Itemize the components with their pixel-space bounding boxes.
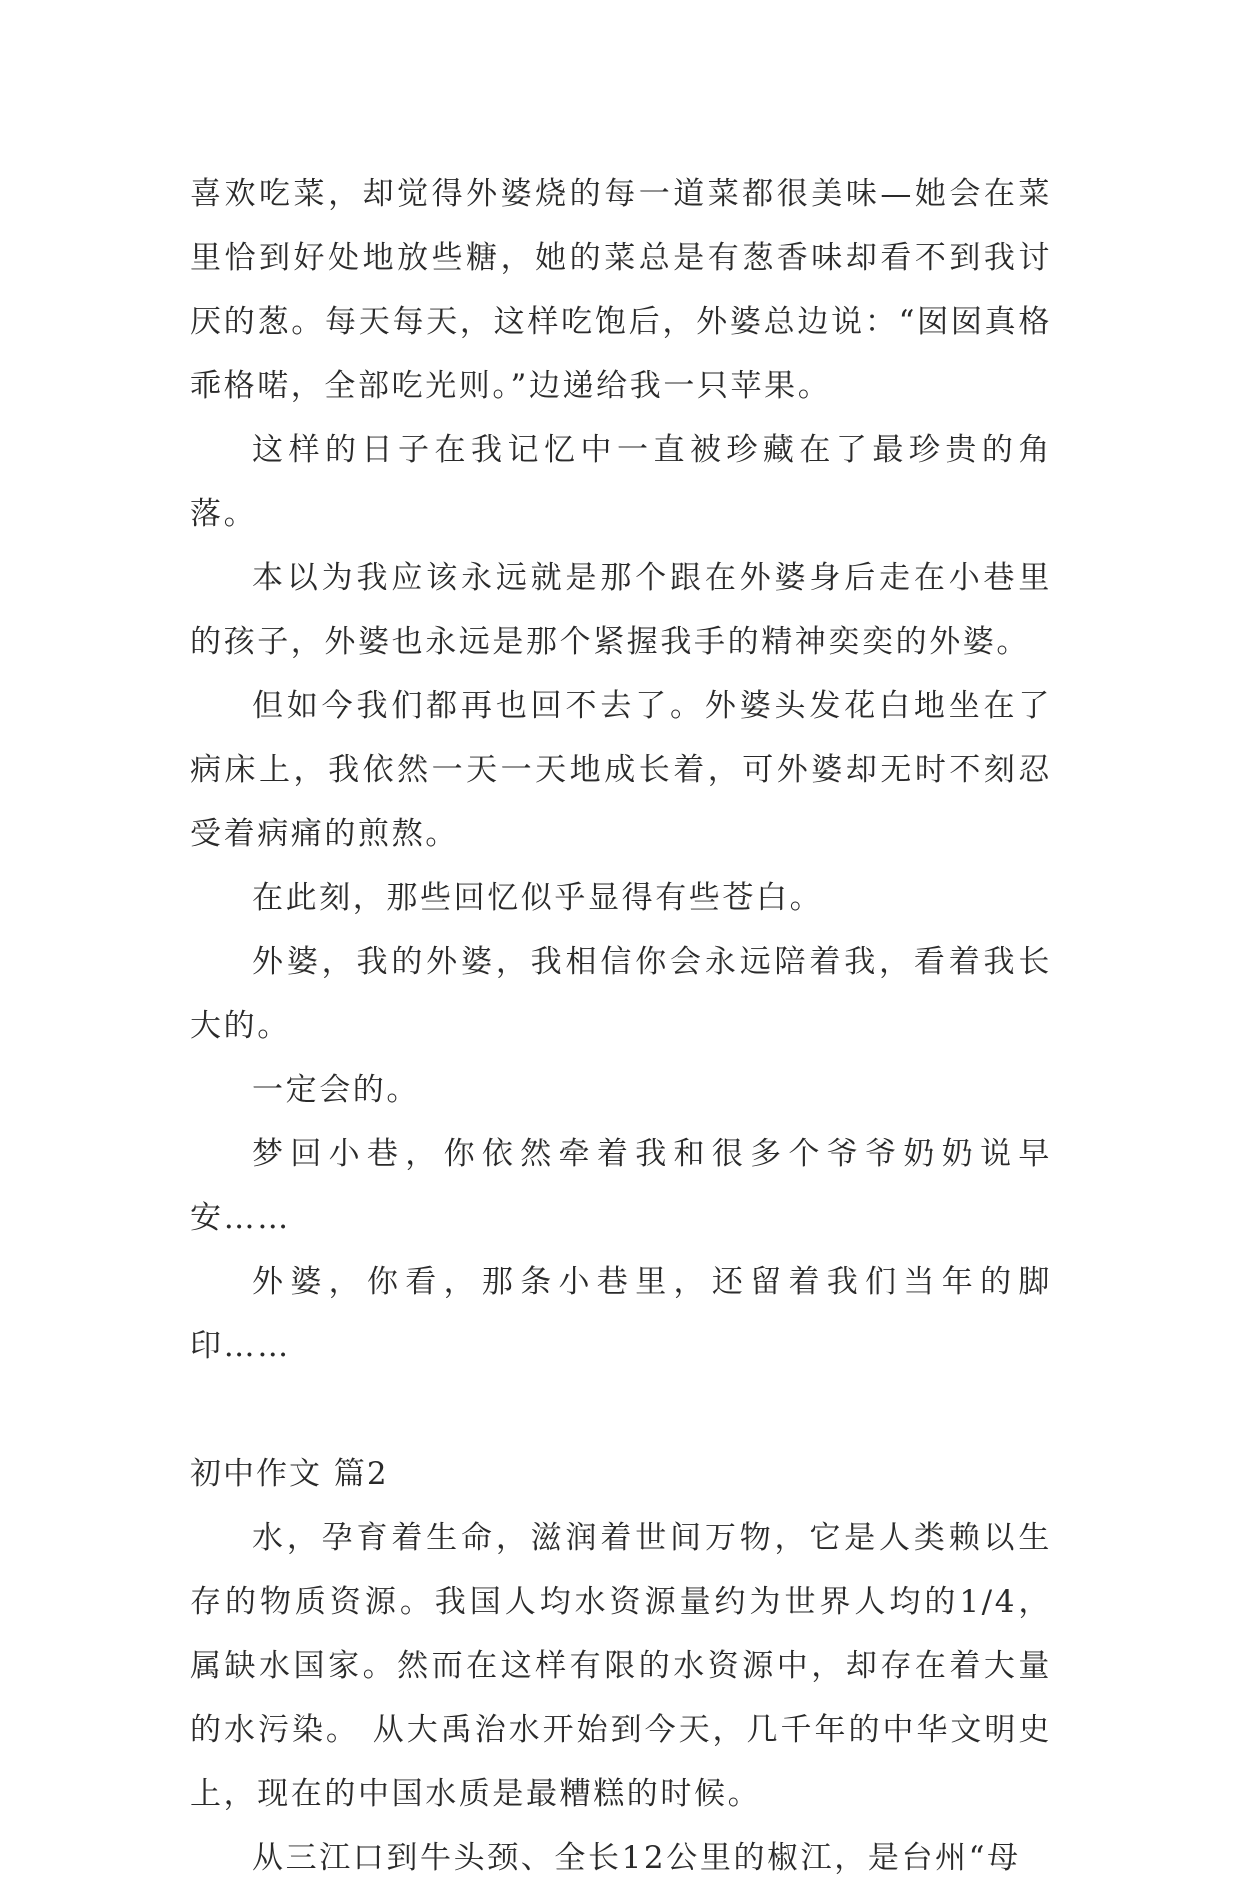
section-title: 初中作文 篇2 [190, 1456, 389, 1492]
paragraph: 喜欢吃菜，却觉得外婆烧的每一道菜都很美味—她会在菜里恰到好处地放些糖，她的菜总是有葱香味却看不到我讨厌的葱。每天每天，这样吃饱后，外婆总边说：“囡囡真格乖格喏，全部吃光则。”边递给我一只苹果。 [190, 176, 1052, 404]
document-body [190, 162, 1052, 1890]
paragraph: 外婆，你看，那条小巷里，还留着我们当年的脚印…… [190, 1264, 1052, 1364]
paragraph: 本以为我应该永远就是那个跟在外婆身后走在小巷里的孩子，外婆也永远是那个紧握我手的精神奕奕的外婆。 [190, 560, 1052, 660]
paragraph: 外婆，我的外婆，我相信你会永远陪着我，看着我长大的。 [190, 944, 1052, 1044]
paragraph: 但如今我们都再也回不去了。外婆头发花白地坐在了病床上，我依然一天一天地成长着，可外婆却无时不刻忍受着病痛的煎熬。 [190, 688, 1052, 852]
paragraph: 梦回小巷，你依然牵着我和很多个爷爷奶奶说早安…… [190, 1136, 1052, 1236]
paragraph: 从三江口到牛头颈、全长12公里的椒江，是台州“母 [252, 1840, 1021, 1876]
paragraph: 一定会的。 [252, 1072, 420, 1108]
paragraph: 水，孕育着生命，滋润着世间万物，它是人类赖以生存的物质资源。我国人均水资源量约为世界人均的1/4，属缺水国家。然而在这样有限的水资源中，却存在着大量的水污染。 从大禹治水开始到今天，几千年的中华文明史上，现在的中国水质是最糟糕的时候。 [190, 1520, 1052, 1812]
paragraph: 这样的日子在我记忆中一直被珍藏在了最珍贵的角落。 [190, 432, 1052, 532]
paragraph: 在此刻，那些回忆似乎显得有些苍白。 [252, 880, 824, 916]
